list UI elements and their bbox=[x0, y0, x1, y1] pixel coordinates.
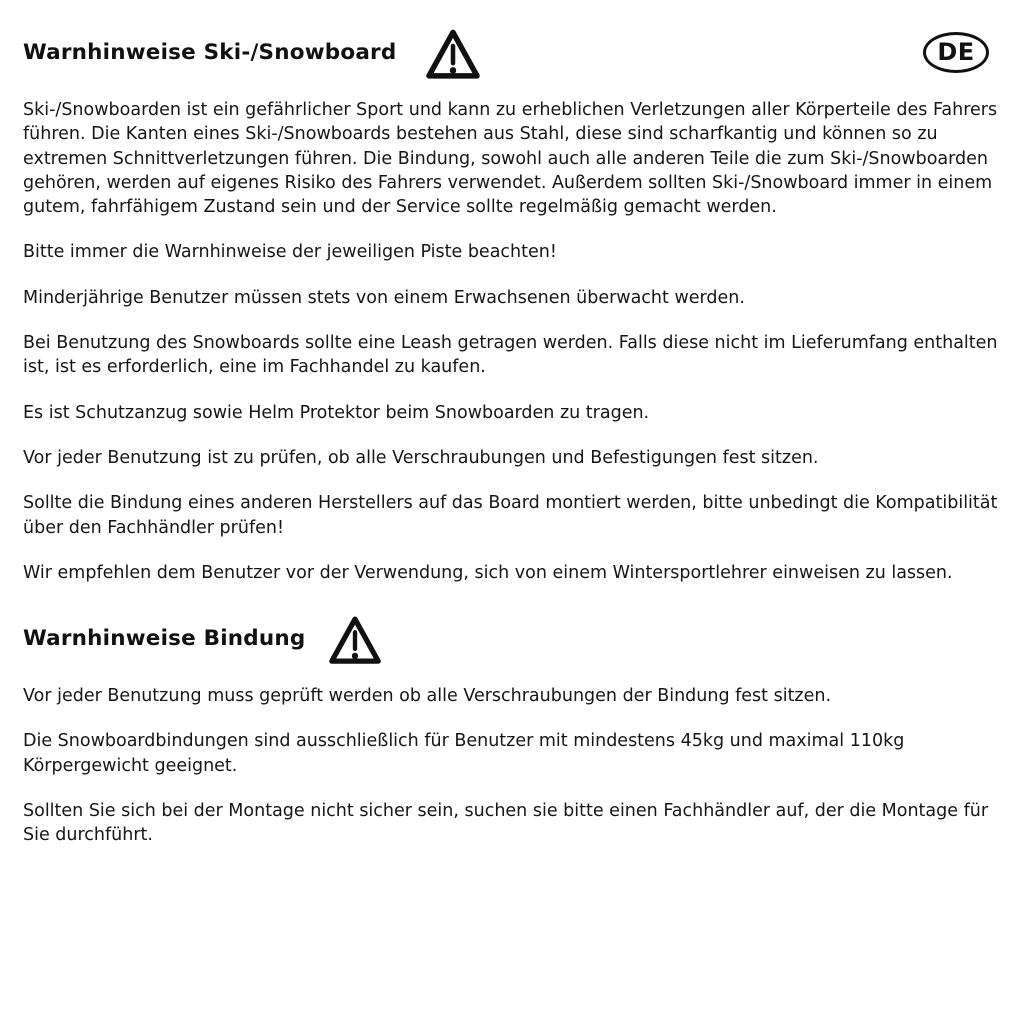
language-badge-label: DE bbox=[937, 38, 975, 66]
paragraph-leash: Bei Benutzung des Snowboards sollte eine Leash getragen werden. Falls diese nicht im Lieferumfang enthalten ist, ist es erforderlich, eine im Fachhandel zu kaufen. bbox=[23, 333, 998, 378]
paragraph-binding-check: Vor jeder Benutzung muss geprüft werden ob alle Verschraubungen der Bindung fest sitzen. bbox=[23, 686, 832, 707]
paragraph-mounting-dealer: Sollten Sie sich bei der Montage nicht sicher sein, suchen sie bitte einen Fachhändler auf, der die Montage für Sie durchführt. bbox=[23, 801, 989, 846]
paragraph-protective-gear: Es ist Schutzanzug sowie Helm Protektor beim Snowboarden zu tragen. bbox=[23, 402, 650, 423]
paragraph-danger-warning: Ski-/Snowboarden ist ein gefährlicher Sport und kann zu erheblichen Verletzungen aller Körperteile des Fahrers führen. Die Kanten eines Ski-/Snowboards bestehen aus Stahl, diese sind scharfkantig und können so zu extremen Schnittverletzungen führen. Die Bindung, sowohl auch alle anderen Teile die zum Ski-/Snowboarden gehören, werden auf eigenes Risiko des Fahrers verwendet. Außerdem sollten Ski-/Snowboard immer in einem gutem, fahrfähigem Zustand sein und der Service sollte regelmäßig gemacht werden. bbox=[23, 100, 998, 218]
warning-triangle-icon bbox=[327, 612, 383, 670]
section-header-bindung bbox=[23, 606, 1003, 670]
paragraph-check-screws: Vor jeder Benutzung ist zu prüfen, ob alle Verschraubungen und Befestigungen fest sitzen. bbox=[23, 447, 819, 468]
section-title-ski-snowboard: Warnhinweise Ski-/Snowboard bbox=[23, 39, 397, 65]
paragraph-binding-compatibility: Sollte die Bindung eines anderen Herstellers auf das Board montiert werden, bitte unbedingt die Kompatibilität über den Fachhändler prüfen! bbox=[23, 493, 998, 538]
paragraph-weight-range: Die Snowboardbindungen sind ausschließlich für Benutzer mit mindestens 45kg und maximal 110kg Körpergewicht geeignet. bbox=[23, 731, 905, 776]
paragraph-piste-warnings: Bitte immer die Warnhinweise der jeweiligen Piste beachten! bbox=[23, 242, 557, 263]
section-header-ski-snowboard bbox=[23, 20, 1003, 84]
language-badge-de bbox=[923, 32, 989, 73]
section-title-bindung: Warnhinweise Bindung bbox=[23, 625, 306, 651]
paragraph-minors-supervision: Minderjährige Benutzer müssen stets von einem Erwachsenen überwacht werden. bbox=[23, 287, 745, 308]
paragraph-instructor-recommendation: Wir empfehlen dem Benutzer vor der Verwendung, sich von einem Wintersportlehrer einweisen zu lassen. bbox=[23, 562, 953, 583]
warning-triangle-icon bbox=[424, 25, 482, 85]
